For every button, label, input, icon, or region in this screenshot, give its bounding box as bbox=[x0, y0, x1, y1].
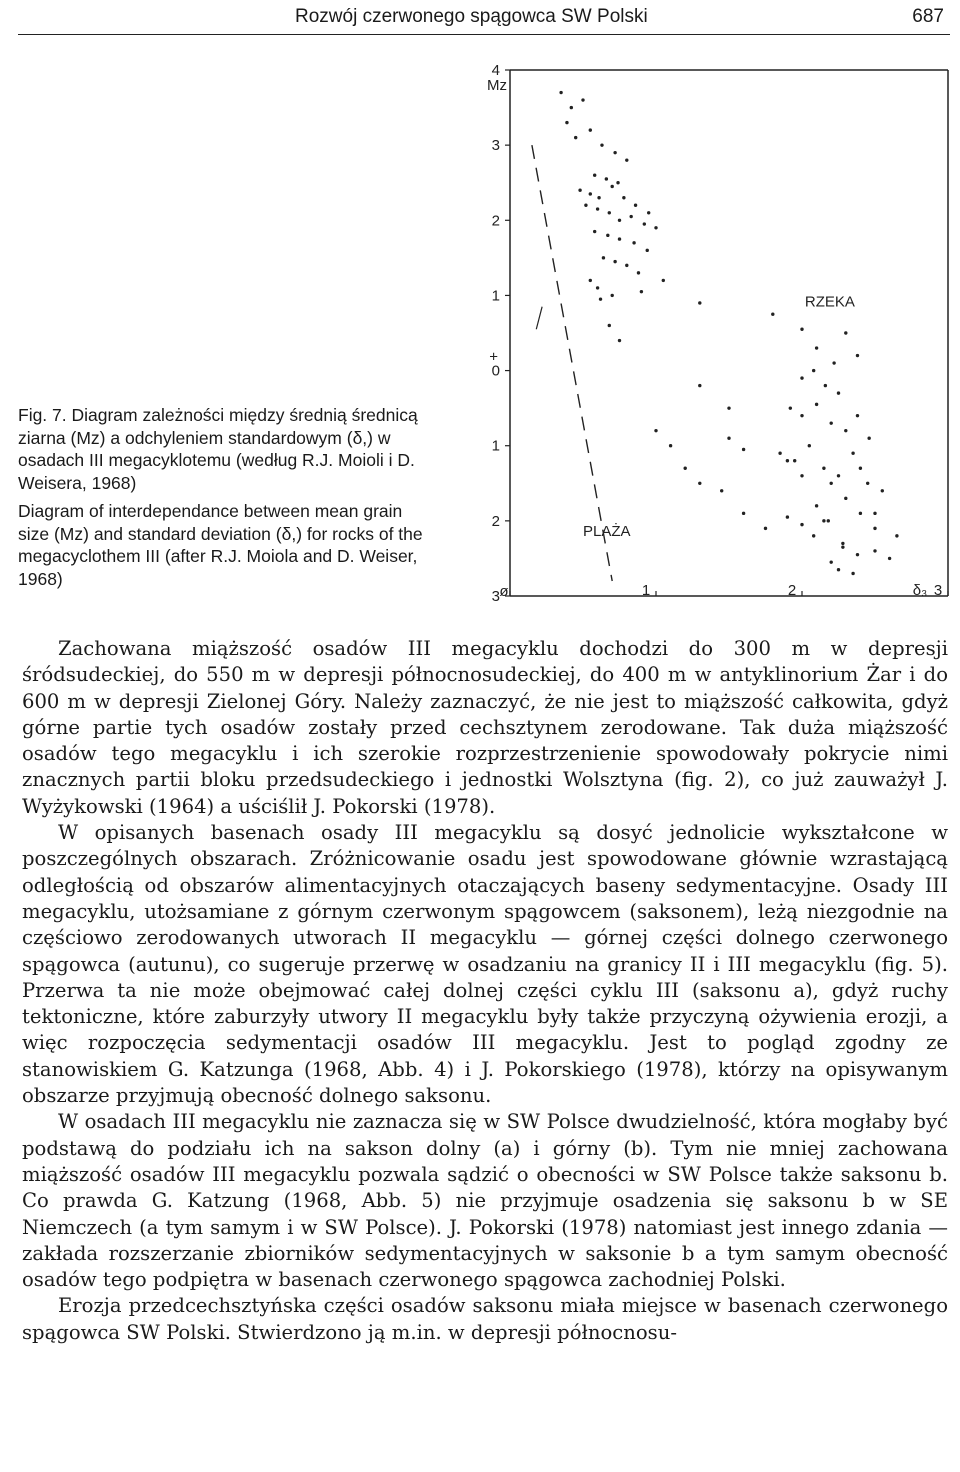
data-point bbox=[815, 504, 818, 507]
x-tick-label: 1 bbox=[641, 582, 651, 599]
data-point bbox=[698, 301, 701, 304]
data-point bbox=[856, 414, 859, 417]
running-title: Rozwój czerwonego spągowca SW Polski bbox=[295, 6, 648, 27]
data-point bbox=[851, 572, 854, 575]
data-point bbox=[867, 437, 870, 440]
data-point bbox=[611, 294, 614, 297]
data-point bbox=[812, 369, 815, 372]
data-point bbox=[837, 568, 840, 571]
paragraph: Erozja przedcechsztyńska części osadów saksonu miała miejsce w basenach czerwonego spągowca SW Polski. Stwierdzono ją m.in. w depresji północnosu- bbox=[22, 1294, 948, 1344]
figure-caption bbox=[18, 404, 438, 596]
data-point bbox=[605, 177, 608, 180]
data-point bbox=[593, 230, 596, 233]
data-point bbox=[565, 121, 568, 124]
data-point bbox=[618, 339, 621, 342]
caption-polish: Fig. 7. Diagram zależności między średnią średnicą ziarna (Mz) a odchyleniem standardowym (δ,) w osadach III megacyklotemu (według R.J. Moioli i D. Weisera, 1968) bbox=[18, 405, 418, 493]
data-point bbox=[647, 211, 650, 214]
data-point bbox=[800, 328, 803, 331]
paragraph: Zachowana miąższość osadów III megacyklu dochodzi do 300 m w depresji śródsudeckiej, do 550 m w depresji północnosudeckiej, do 400 m w antyklinorium Żar i do 600 m w depresji Zielonej Góry. Należy zaznaczyć, że nie jest to miąższość całkowita, gdyż górne partie tych osadów zostały przed cechsztynem zerodowane. Tak duża miąższość osadów tego megacyklu i ich szerokie rozprzestrzenienie spowodowały pokrycie nimi znacznych partii bloku przedsudeckiego i jednostki Wolsztyna (fig. 2), co już zauważył J. Wyżykowski (1964) a uściślił J. Pokorski (1978). bbox=[22, 637, 948, 818]
data-point bbox=[873, 512, 876, 515]
data-point bbox=[822, 467, 825, 470]
data-point bbox=[625, 158, 628, 161]
data-point bbox=[643, 222, 646, 225]
y-tick-label: 1 bbox=[491, 437, 500, 455]
data-point bbox=[625, 264, 628, 267]
data-point bbox=[800, 523, 803, 526]
y-axis-label: Mz bbox=[487, 77, 507, 94]
data-point bbox=[786, 515, 789, 518]
data-point bbox=[616, 181, 619, 184]
data-point bbox=[778, 452, 781, 455]
data-point bbox=[824, 384, 827, 387]
data-point bbox=[608, 211, 611, 214]
data-point bbox=[596, 207, 599, 210]
data-point bbox=[727, 437, 730, 440]
y-tick-label: 1 bbox=[491, 287, 500, 305]
data-point bbox=[837, 474, 840, 477]
data-point bbox=[596, 286, 599, 289]
data-point bbox=[684, 467, 687, 470]
data-point bbox=[742, 448, 745, 451]
data-point bbox=[793, 459, 796, 462]
data-point bbox=[618, 219, 621, 222]
data-point bbox=[888, 557, 891, 560]
data-point bbox=[815, 346, 818, 349]
data-point bbox=[851, 452, 854, 455]
data-point bbox=[654, 429, 657, 432]
data-point bbox=[589, 128, 592, 131]
data-point bbox=[613, 260, 616, 263]
scatter-figure bbox=[470, 62, 960, 618]
data-point bbox=[786, 459, 789, 462]
data-point bbox=[771, 313, 774, 316]
data-point bbox=[812, 534, 815, 537]
data-point bbox=[698, 384, 701, 387]
data-point bbox=[632, 241, 635, 244]
data-point bbox=[602, 256, 605, 259]
data-point bbox=[827, 519, 830, 522]
divider-line bbox=[532, 145, 612, 581]
data-point bbox=[841, 542, 844, 545]
data-point bbox=[844, 429, 847, 432]
data-point bbox=[640, 290, 643, 293]
page-number: 687 bbox=[912, 6, 944, 27]
page-header bbox=[18, 2, 950, 35]
data-point bbox=[662, 279, 665, 282]
data-point bbox=[727, 406, 730, 409]
data-point bbox=[808, 444, 811, 447]
data-point bbox=[856, 354, 859, 357]
data-point bbox=[830, 482, 833, 485]
data-point bbox=[856, 553, 859, 556]
data-point bbox=[618, 237, 621, 240]
y-zero-marker: + bbox=[489, 348, 498, 366]
region-label-rzeka: RZEKA bbox=[804, 293, 855, 311]
data-point bbox=[764, 527, 767, 530]
y-tick-label: 2 bbox=[491, 512, 500, 530]
data-point bbox=[589, 279, 592, 282]
data-point bbox=[629, 215, 632, 218]
data-point bbox=[720, 489, 723, 492]
y-tick-label: 4 bbox=[491, 62, 500, 79]
paragraph: W osadach III megacyklu nie zaznacza się w SW Polsce dwudzielność, która mogłaby być podstawą do podziału ich na sakson dolny (a) i górny (b). Tym nie mniej zachowana miąższość osadów III megacyklu pozwala sądzić o obecności w SW Polsce także saksonu b. Co prawda G. Katzung (1968, Abb. 5) nie przyjmuje osadzenia się saksonu b w SE Niemczech (a tym samym i w SW Polsce). J. Pokorski (1978) natomiast jest innego zdania — zakłada rozszerzanie zbiorników sedymentacyjnych w saksonie b a tym samym obecność osadów tego podpiętra w basenach czerwonego spągowca zachodniej Polski. bbox=[22, 1110, 948, 1292]
data-point bbox=[859, 467, 862, 470]
data-point bbox=[844, 331, 847, 334]
data-point bbox=[654, 226, 657, 229]
x-tick-label: ø bbox=[499, 583, 509, 600]
data-point bbox=[873, 549, 876, 552]
data-point bbox=[570, 106, 573, 109]
data-point bbox=[593, 174, 596, 177]
data-point bbox=[698, 482, 701, 485]
data-point bbox=[841, 545, 844, 548]
data-point bbox=[837, 391, 840, 394]
data-point bbox=[637, 271, 640, 274]
data-point bbox=[742, 512, 745, 515]
x-tick-label: 3 bbox=[933, 582, 943, 599]
region-label-plaza: PLAŻA bbox=[583, 522, 631, 540]
data-point bbox=[597, 196, 600, 199]
data-point bbox=[832, 361, 835, 364]
data-point bbox=[669, 444, 672, 447]
data-point bbox=[600, 143, 603, 146]
data-point bbox=[646, 249, 649, 252]
data-point bbox=[559, 91, 562, 94]
data-point bbox=[866, 482, 869, 485]
data-point bbox=[611, 185, 614, 188]
y-tick-label: 2 bbox=[491, 212, 500, 230]
y-tick-label: 3 bbox=[491, 137, 500, 155]
data-point bbox=[589, 192, 592, 195]
data-point bbox=[622, 196, 625, 199]
data-point bbox=[873, 527, 876, 530]
data-point bbox=[881, 489, 884, 492]
data-point bbox=[581, 98, 584, 101]
data-point bbox=[634, 204, 637, 207]
data-point bbox=[574, 136, 577, 139]
data-point bbox=[599, 297, 602, 300]
data-point bbox=[844, 497, 847, 500]
paragraph: W opisanych basenach osady III megacyklu są dosyć jednolicie wykształcone w poszczególnych obszarach. Zróżnicowanie osadu jest spowodowane głównie wzrastającą odległością od obszarów alimentacyjnych otaczających baseny sedymentacyjne. Osady III megacyklu, utożsamiane z górnym czerwonym spągowcem (saksonem), leżą niezgodnie na częściowo zerodowanych utworach II megacyklu — górnej części dolnego czerwonego spągowca (autunu), co sugeruje przerwę w osadzaniu na granicy II i III megacyklu (fig. 5). Przerwa ta nie może obejmować całej dolnej części cyklu III (saksonu a), gdyż ruchy tektoniczne, które zaburzyły utwory II megacyklu były także przyczyną ożywienia erozji, a więc rozpoczęcia sedymentacji osadów III megacyklu. Jest to pogląd zgodny ze stanowiskiem G. Katzunga (1968, Abb. 4) i J. Pokorskiego (1978), którzy na opisywanym obszarze przyjmują obecność dolnego saksonu. bbox=[22, 821, 948, 1108]
data-point bbox=[822, 519, 825, 522]
scatter-chart bbox=[470, 62, 960, 618]
data-point bbox=[800, 376, 803, 379]
data-point bbox=[830, 421, 833, 424]
data-point bbox=[613, 151, 616, 154]
data-point bbox=[800, 414, 803, 417]
data-point bbox=[584, 204, 587, 207]
data-point bbox=[830, 560, 833, 563]
data-point bbox=[895, 534, 898, 537]
x-axis-label: δ₃ bbox=[912, 582, 928, 599]
y-tick-label: 0 bbox=[491, 362, 500, 380]
data-point bbox=[606, 234, 609, 237]
data-point bbox=[815, 403, 818, 406]
data-point bbox=[859, 512, 862, 515]
data-point bbox=[789, 406, 792, 409]
data-point bbox=[608, 324, 611, 327]
y-tick-label: 3 bbox=[491, 588, 500, 605]
body-text bbox=[22, 636, 948, 1346]
data-point bbox=[800, 474, 803, 477]
divider-tail bbox=[536, 307, 542, 330]
caption-english: Diagram of interdependance between mean grain size (Mz) and standard deviation (δ,) for rocks of the megacyclothem III (after R.J. Moiola and D. Weiser, 1968) bbox=[18, 501, 423, 589]
data-point bbox=[578, 189, 581, 192]
x-tick-label: 2 bbox=[787, 582, 797, 599]
